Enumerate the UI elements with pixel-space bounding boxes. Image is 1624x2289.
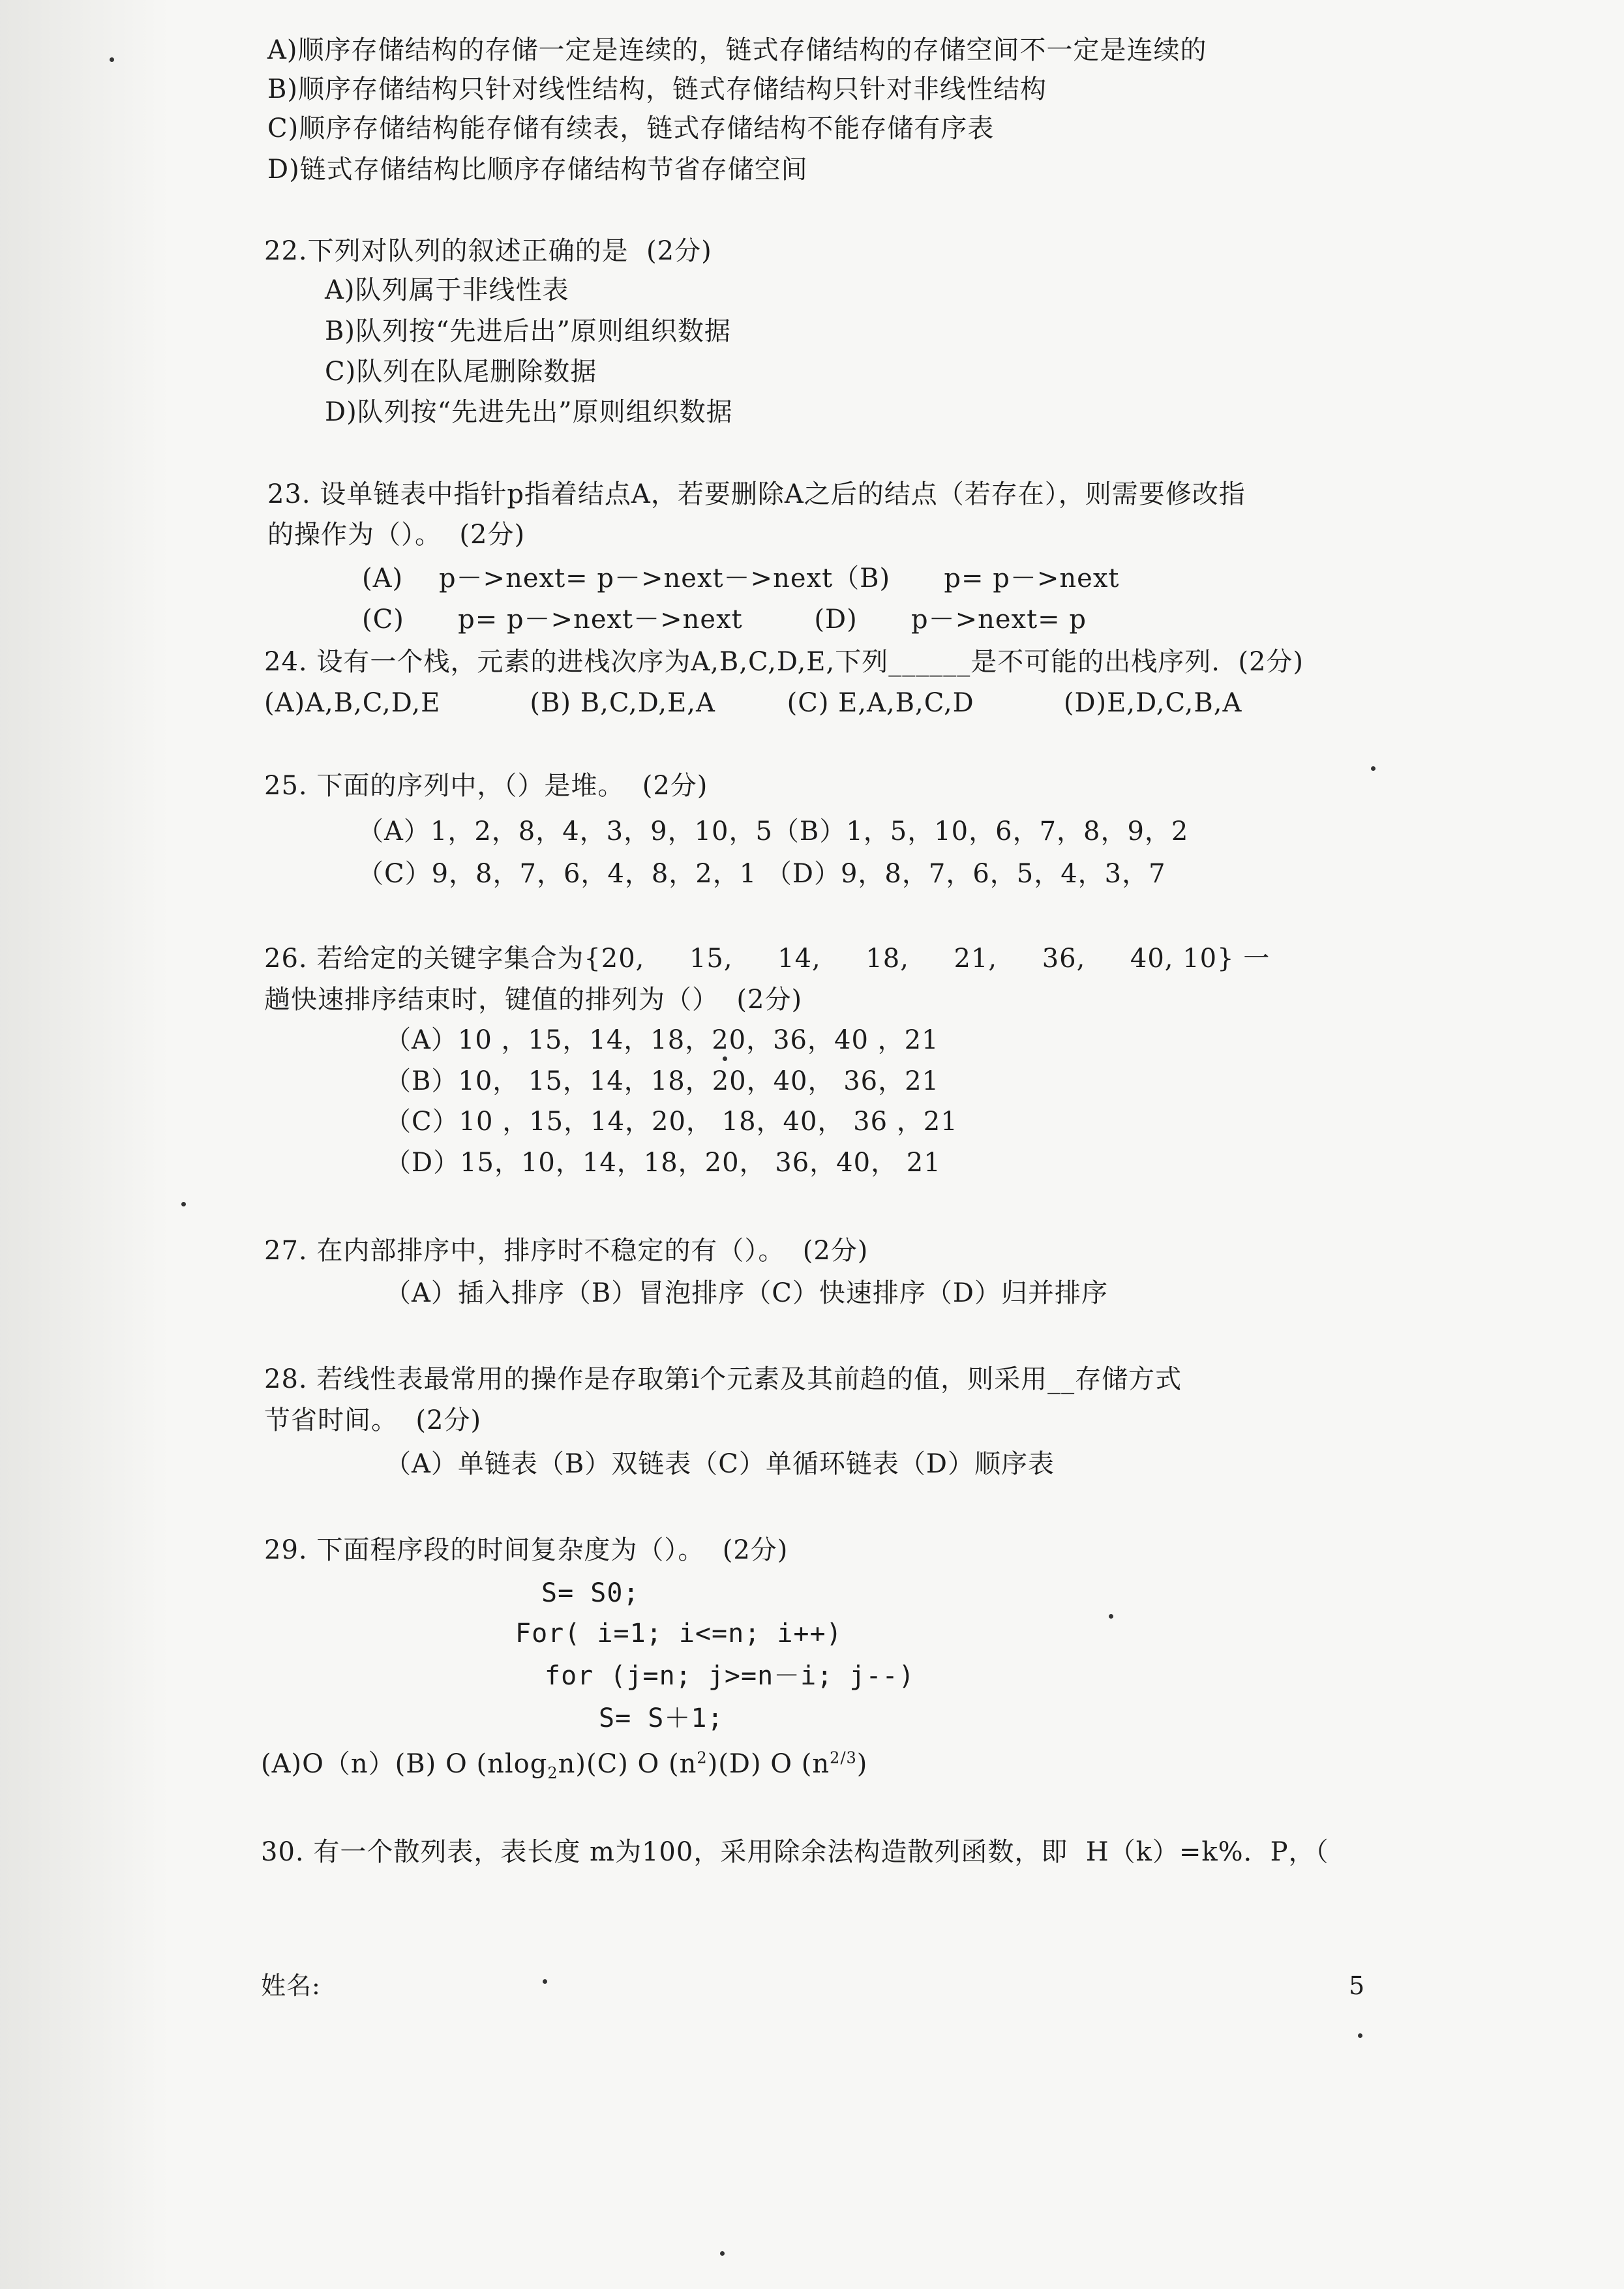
- q26-stem-line1: 26. 若给定的关键字集合为{20, 15, 14, 18, 21, 36, 40, 10} 一: [264, 944, 1271, 974]
- q27-options: （A）插入排序（B）冒泡排序（C）快速排序（D）归并排序: [385, 1278, 1108, 1308]
- q23-stem-line2: 的操作为（）。 (2分): [267, 520, 526, 550]
- q22-stem: 22.下列对队列的叙述正确的是 (2分): [264, 236, 712, 266]
- q21-option-c: C)顺序存储结构能存储有续表，链式存储结构不能存储有序表: [267, 113, 995, 143]
- q28-options: （A）单链表（B）双链表（C）单循环链表（D）顺序表: [385, 1449, 1055, 1479]
- name-label: 姓名:: [261, 1971, 321, 2000]
- q22-option-b: B)队列按“先进后出”原则组织数据: [325, 316, 731, 346]
- q27-stem: 27. 在内部排序中，排序时不稳定的有（）。 (2分): [264, 1236, 869, 1266]
- q29-stem: 29. 下面程序段的时间复杂度为（）。 (2分): [264, 1535, 789, 1565]
- q23-options-row2: (C) p= p－>next－>next (D) p－>next= p: [362, 605, 1087, 635]
- q24-stem: 24. 设有一个栈，元素的进栈次序为A,B,C,D,E,下列______是不可能的出栈序列. (2分): [264, 647, 1304, 677]
- q29-code-line3: for (j=n; j>=n－i; j--): [545, 1661, 915, 1691]
- scan-speck: [1109, 1614, 1113, 1619]
- scan-speck: [181, 1202, 186, 1206]
- q28-stem-line1: 28. 若线性表最常用的操作是存取第i个元素及其前趋的值，则采用__存储方式: [264, 1364, 1182, 1394]
- scan-speck: [1358, 2033, 1362, 2038]
- q21-option-d: D)链式存储结构比顺序存储结构节省存储空间: [267, 155, 808, 185]
- q29-code-line2: For( i=1; i<=n; i++): [515, 1619, 843, 1649]
- scan-speck: [543, 1979, 547, 1984]
- scan-speck: [720, 2251, 725, 2256]
- scan-speck: [723, 1056, 727, 1061]
- page-number: 5: [1349, 1971, 1366, 2000]
- q24-options: (A)A,B,C,D,E (B) B,C,D,E,A (C) E,A,B,C,D (D)E,D,C,B,A: [264, 688, 1242, 718]
- q26-stem-line2: 趟快速排序结束时，键值的排列为（） (2分): [264, 985, 803, 1015]
- q26-option-c: （C）10 ，15，14，20， 18，40， 36 ，21: [385, 1107, 958, 1137]
- q29-option-a: (A)O（n）: [261, 1749, 395, 1779]
- q23-stem-line1: 23. 设单链表中指针p指着结点A，若要删除A之后的结点（若存在），则需要修改指: [267, 479, 1246, 509]
- q29-option-c: (C) O $(n^2)$: [586, 1748, 719, 1779]
- q22-option-c: C)队列在队尾删除数据: [325, 357, 597, 387]
- scan-speck: [1371, 766, 1376, 771]
- q26-option-d: （D）15，10，14，18，20， 36，40， 21: [385, 1148, 941, 1178]
- scan-shadow: [0, 0, 170, 2289]
- q21-option-a: A)顺序存储结构的存储一定是连续的，链式存储结构的存储空间不一定是连续的: [267, 35, 1207, 65]
- q29-option-d: (D) O $(n^{2/3})$: [718, 1748, 868, 1779]
- q26-option-b: （B）10， 15，14，18，20，40， 36，21: [385, 1066, 940, 1096]
- q22-option-a: A)队列属于非线性表: [325, 275, 569, 305]
- q29-code-line1: S= S0;: [541, 1578, 640, 1608]
- q23-options-row1: (A) p－>next= p－>next－>next（B) p= p－>next: [362, 563, 1120, 593]
- q29-option-b: (B) O (nlog$_2$n): [395, 1749, 586, 1782]
- q25-options-row2: （C）9，8，7，6，4，8，2，1 （D）9，8，7，6，5，4，3，7: [357, 859, 1166, 889]
- q29-code-line4: S= S＋1;: [599, 1703, 724, 1733]
- q25-options-row1: （A）1，2，8，4，3，9，10，5（B）1，5，10，6，7，8，9，2: [357, 816, 1189, 846]
- q25-stem: 25. 下面的序列中，（）是堆。 (2分): [264, 771, 708, 801]
- q26-option-a: （A）10 ，15，14，18，20，36，40 ，21: [385, 1025, 939, 1055]
- q22-option-d: D)队列按“先进先出”原则组织数据: [325, 397, 733, 427]
- q21-option-b: B)顺序存储结构只针对线性结构，链式存储结构只针对非线性结构: [267, 74, 1047, 104]
- q30-stem: 30. 有一个散列表，表长度 m为100，采用除余法构造散列函数，即 H（k）=k%．P，（: [261, 1837, 1329, 1867]
- q29-options: [261, 1748, 867, 1780]
- q28-stem-line2: 节省时间。 (2分): [264, 1405, 482, 1435]
- scan-speck: [110, 57, 114, 62]
